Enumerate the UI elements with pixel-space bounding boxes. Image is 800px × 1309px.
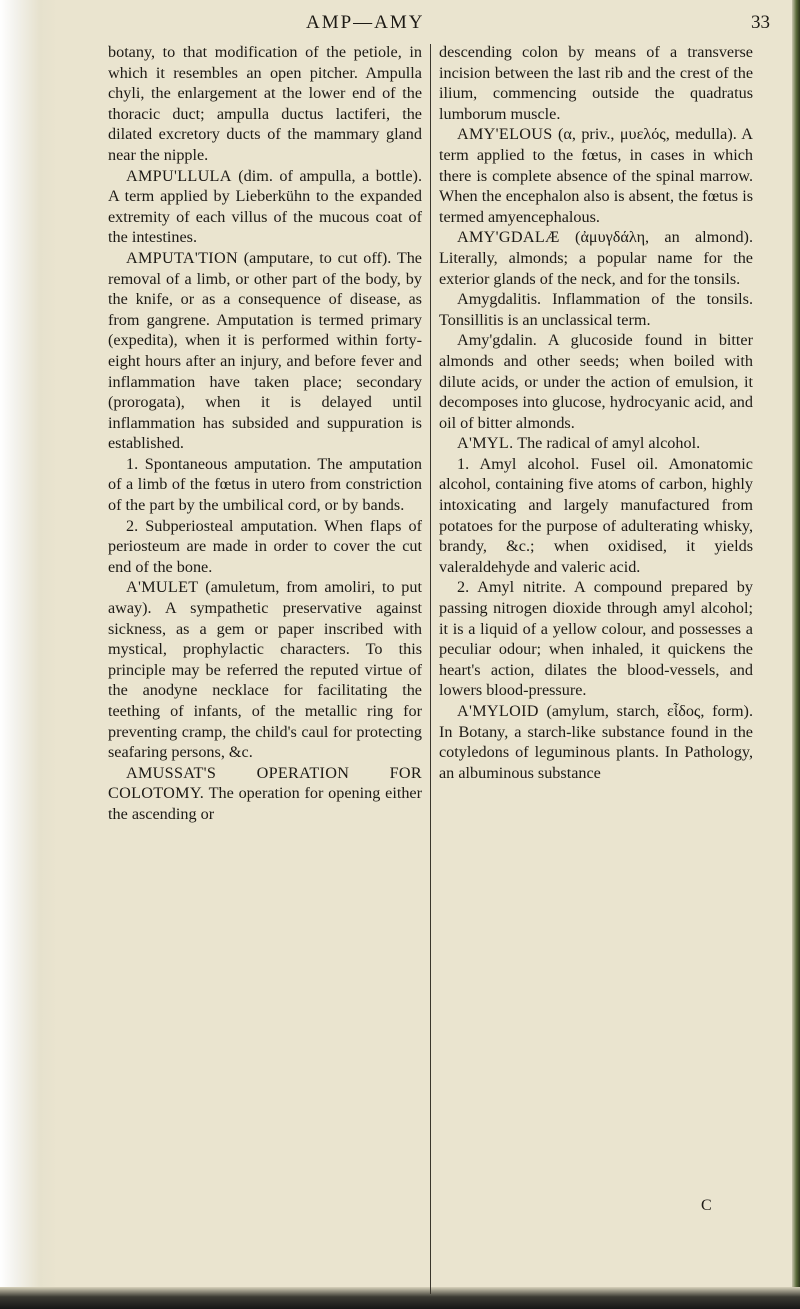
column-divider: [430, 44, 431, 1294]
dictionary-entry: A'MYL. The radical of amyl alcohol.: [457, 434, 701, 453]
dictionary-entry: A'MULET (amuletum, from amoliri, to put away). A sympathetic preservative against sickness, as a gem or paper inscribed with mystical, prophylactic characters. To this principle may be referred the reputed virtue of the anodyne necklace for facilitating the teething of infants, of the metallic ring for preventing cramp, the child's caul for protecting seafaring persons, &c.: [108, 578, 422, 762]
dictionary-entry: AMY'ELOUS (α, priv., μυελός, medulla). A term applied to the fœtus, in cases in which there is complete absence of the spinal marrow. When the encephalon also is absent, the fœtus is termed amyencephalous.: [439, 125, 753, 226]
dictionary-subentry: 1. Spontaneous amputation. The amputation of a limb of the fœtus in utero from constriction of the part by the umbilical cord, or by bands.: [108, 454, 422, 515]
dictionary-entry: AMY'GDALÆ (ἀμυγδάλη, an almond). Literally, almonds; a popular name for the exterior glands of the neck, and for the tonsils.: [439, 228, 753, 288]
page-right-edge: [792, 0, 800, 1309]
dictionary-entry: botany, to that modification of the petiole, in which it resembles an open pitcher. Ampulla chyli, the enlargement at the lower end of the thoracic duct; ampulla ductus lactiferi, the dilated excretory ducts of the mammary gland near the nipple.: [108, 43, 422, 164]
page-bottom-edge: [0, 1287, 800, 1309]
right-column: [439, 42, 753, 783]
entry-headword: A'MULET: [126, 578, 199, 597]
dictionary-subentry: 2. Subperiosteal amputation. When flaps of periosteum are made in order to cover the cut end of the bone.: [108, 516, 422, 576]
dictionary-entry: AMPUTA'TION (amputare, to cut off). The removal of a limb, or other part of the body, by the knife, or as a consequence of disease, as from gangrene. Amputation is termed primary (expedita), when it is performed within forty-eight hours after an injury, and before fever and inflammation have taken place; secondary (prorogata), when it is delayed until inflammation has subsided and suppuration is established.: [108, 248, 422, 453]
dictionary-entry: AMUSSAT'S OPERATION FOR COLOTOMY. The operation for opening either the ascending or: [108, 763, 422, 823]
page-header: [110, 12, 790, 36]
dictionary-entry: descending colon by means of a transverse incision between the last rib and the crest of the ilium, commencing outside the quadratus lumborum muscle.: [439, 43, 753, 123]
signature-mark: C: [701, 1197, 712, 1214]
left-column: [108, 42, 422, 825]
entry-headword: A'MYL.: [457, 434, 514, 453]
dictionary-entry: A'MYLOID (amylum, starch, εἶδος, form). In Botany, a starch-like substance found in the cotyledons of leguminous plants. In Pathology, an albuminous substance: [439, 702, 753, 782]
entry-headword: AMY'GDALÆ: [457, 228, 560, 247]
entry-headword: AMUSSAT'S OPERATION FOR COLOTOMY.: [108, 763, 422, 803]
running-head: AMP—AMY: [306, 12, 425, 33]
entry-headword: A'MYLOID: [457, 702, 539, 720]
page-number: 33: [751, 12, 770, 33]
entry-headword: AMPU'LLULA: [126, 166, 232, 185]
entry-headword: AMY'ELOUS: [457, 125, 553, 144]
entry-headword: AMPUTA'TION: [126, 248, 238, 267]
dictionary-subentry: 2. Amyl nitrite. A compound prepared by passing nitrogen dioxide through amyl alcohol; it is a liquid of a yellow colour, and possesses a peculiar odour; when inhaled, it quickens the heart's action, dilates the blood-vessels, and lowers blood-pressure.: [439, 578, 753, 700]
dictionary-entry: AMPU'LLULA (dim. of ampulla, a bottle). A term applied by Lieberkühn to the expanded extremity of each villus of the mucous coat of the intestines.: [108, 166, 422, 247]
dictionary-subentry: Amy'gdalin. A glucoside found in bitter almonds and other seeds; when boiled with dilute acids, or under the action of emulsion, it decomposes into glucose, hydrocyanic acid, and oil of bitter almonds.: [439, 331, 753, 432]
book-gutter-shadow: [0, 0, 58, 1309]
dictionary-subentry: Amygdalitis. Inflammation of the tonsils. Tonsillitis is an unclassical term.: [439, 290, 753, 329]
dictionary-subentry: 1. Amyl alcohol. Fusel oil. Amonatomic alcohol, containing five atoms of carbon, highly intoxicating and largely manufactured from potatoes for the purpose of adulterating whisky, brandy, &c.; when oxidised, it yields valeraldehyde and valeric acid.: [439, 454, 753, 576]
